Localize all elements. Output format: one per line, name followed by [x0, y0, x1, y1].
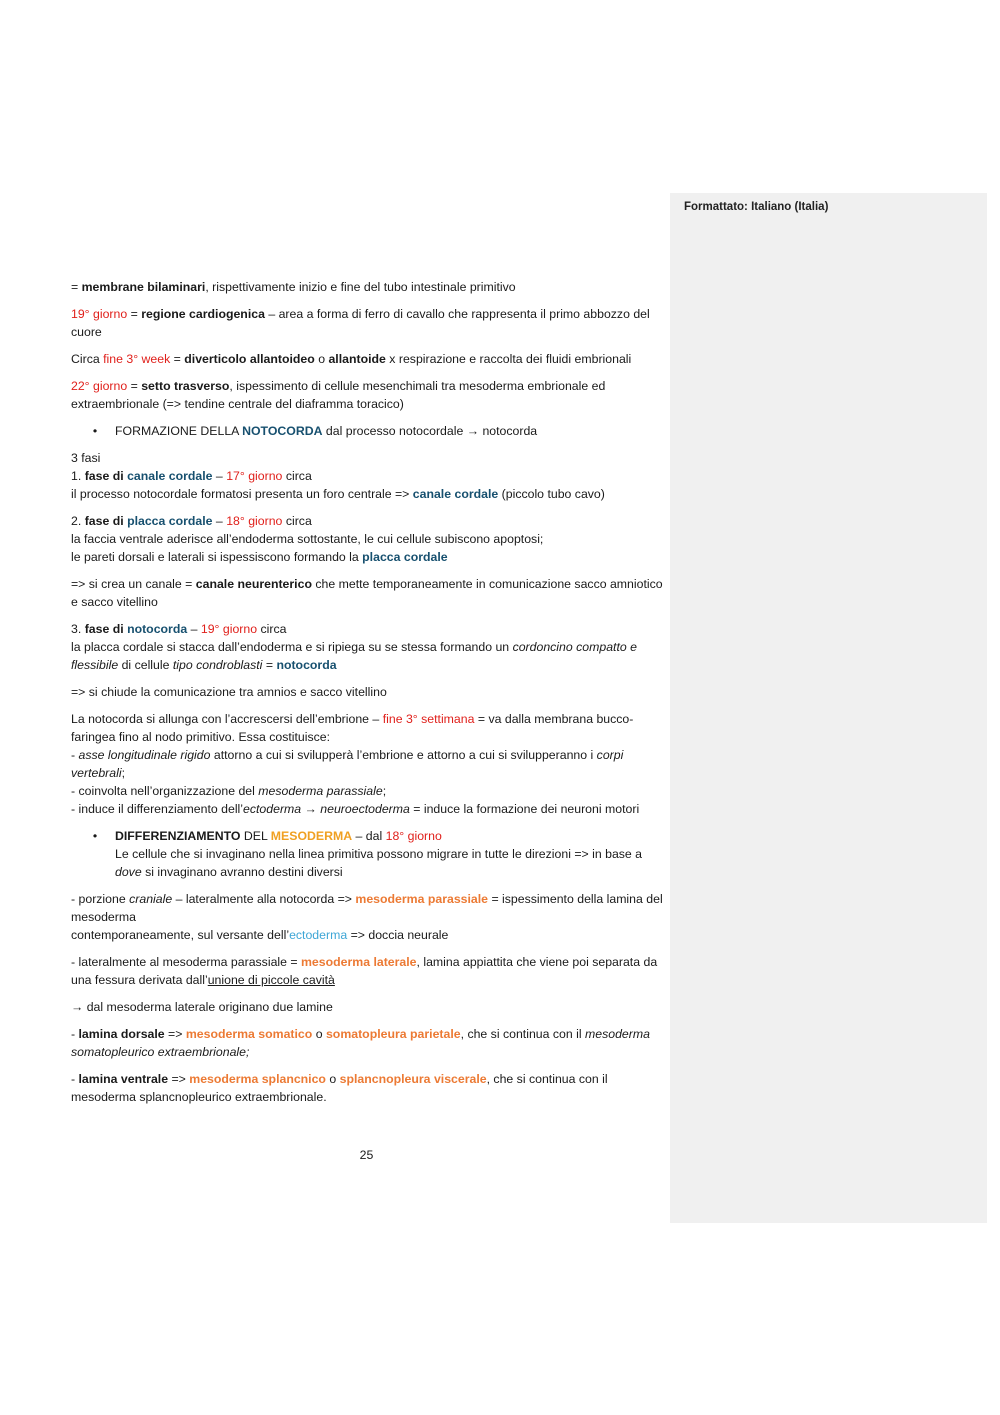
text: circa [282, 469, 312, 483]
text: contemporaneamente, sul versante dell’ [71, 928, 290, 942]
text: circa [257, 622, 287, 636]
bullet-mesoderma [71, 827, 663, 881]
text: o [314, 352, 329, 366]
term: mesoderma splancnico [189, 1072, 326, 1086]
text: dal processo notocordale [322, 424, 464, 438]
day-label: 19° giorno [71, 307, 128, 321]
underlined-text: unione di piccole cavità [207, 973, 335, 987]
term: regione cardiogenica [141, 307, 265, 321]
day-label: fine 3° settimana [382, 712, 475, 726]
text: = [127, 307, 142, 321]
text: Circa [71, 352, 104, 366]
italic-term: corpi vertebrali [71, 748, 624, 780]
term: diverticolo allantoideo [184, 352, 315, 366]
text: – [212, 514, 227, 528]
text: Le cellule che si invaginano nella linea primitiva possono migrare in tutte le direzioni => in base a [115, 847, 643, 861]
paragraph-chiusura [71, 683, 663, 701]
day-label: 17° giorno [226, 469, 283, 483]
text: = [127, 379, 142, 393]
paragraph-fase-1 [71, 449, 663, 503]
italic-term: ectoderma [243, 802, 302, 816]
text: si invaginano avranno destini diversi [141, 865, 343, 879]
bullet-notocorda [71, 422, 663, 440]
term: canale cordale [412, 487, 499, 501]
term: NOTOCORDA [242, 424, 323, 438]
paragraph-notocorda-funzioni [71, 710, 663, 818]
italic-term: tipo condroblasti [172, 658, 263, 672]
term: mesoderma somatico [185, 1027, 313, 1041]
text: (piccolo tubo cavo) [498, 487, 605, 501]
text: - induce il differenziamento dell’ [71, 802, 244, 816]
text: => [168, 1072, 190, 1086]
text: le pareti dorsali e laterali si ispessiscono formando la [71, 550, 363, 564]
text: = [170, 352, 185, 366]
text: ; [121, 766, 125, 780]
arrow-icon: → [301, 802, 321, 816]
term: notocorda [127, 622, 188, 636]
term: mesoderma laterale [301, 955, 417, 969]
text: o [312, 1027, 326, 1041]
term: canale cordale [127, 469, 213, 483]
text: FORMAZIONE DELLA [115, 424, 243, 438]
term: membrane bilaminari [81, 280, 206, 294]
text: = ispessimento della lamina del mesoderma [71, 892, 663, 924]
text: - porzione [71, 892, 130, 906]
term: somatopleura parietale [325, 1027, 461, 1041]
text: , rispettivamente inizio e fine del tubo intestinale primitivo [205, 280, 516, 294]
comment-label: Formattato: Italiano (Italia) [684, 201, 829, 213]
paragraph-setto [71, 377, 663, 413]
term: DIFFERENZIAMENTO [115, 829, 241, 843]
paragraph-parassiale [71, 890, 663, 944]
paragraph-due-lamine [71, 998, 663, 1016]
italic-term: asse longitudinale rigido [78, 748, 211, 762]
text: - [71, 748, 79, 762]
paragraph-laterale [71, 953, 663, 989]
text: , che si continua con il mesoderma splancnopleurico extraembrionale. [71, 1072, 608, 1104]
italic-term: mesoderma parassiale [258, 784, 383, 798]
term: lamina ventrale [78, 1072, 169, 1086]
term: ectoderma [289, 928, 348, 942]
bullet-dot: • [92, 829, 98, 843]
text: 1. [71, 469, 85, 483]
term: mesoderma parassiale [355, 892, 489, 906]
text: notocorda [482, 424, 538, 438]
term: lamina dorsale [78, 1027, 165, 1041]
day-label: 22° giorno [71, 379, 128, 393]
term: placca cordale [127, 514, 213, 528]
text: che mette temporaneamente in comunicazione sacco amniotico e sacco vitellino [71, 577, 663, 609]
text: x respirazione e raccolta dei fluidi embrionali [385, 352, 632, 366]
text: la placca cordale si stacca dall’endoderma e si ripiega su se stessa formando un [71, 640, 513, 654]
day-label: 18° giorno [385, 829, 442, 843]
term: setto trasverso [141, 379, 230, 393]
page-number: 25 [359, 1148, 374, 1162]
arrow-icon: → [71, 1000, 84, 1014]
term: fase di [84, 469, 128, 483]
text: 3 fasi [71, 451, 101, 465]
arrow-icon: → [463, 424, 483, 438]
text: - [71, 1027, 79, 1041]
text: di cellule [118, 658, 173, 672]
text: DEL [240, 829, 271, 843]
text: = [262, 658, 277, 672]
text: la faccia ventrale aderisce all’endoderma sottostante, le cui cellule subiscono apoptosi; [71, 532, 544, 546]
comment-pane [670, 193, 987, 1223]
paragraph-fase-3 [71, 620, 663, 674]
paragraph-membrane [71, 278, 663, 296]
italic-term: craniale [129, 892, 173, 906]
italic-term: mesoderma somatopleurico extraembrionale; [71, 1027, 650, 1059]
paragraph-allantoide [71, 350, 663, 368]
bullet-text [115, 422, 663, 440]
text: – [212, 469, 227, 483]
term: canale neurenterico [195, 577, 312, 591]
paragraph-fase-2 [71, 512, 663, 566]
text: => si crea un canale = [71, 577, 196, 591]
text: - lateralmente al mesoderma parassiale = [71, 955, 301, 969]
text: - [71, 1072, 79, 1086]
term: fase di [84, 514, 128, 528]
text: = va dalla membrana bucco-faringea fino al nodo primitivo. Essa costituisce: [71, 712, 634, 744]
italic-term: dove [115, 865, 142, 879]
text: o [325, 1072, 340, 1086]
text: - coinvolta nell’organizzazione del [71, 784, 259, 798]
text: = induce la formazione dei neuroni motori [409, 802, 640, 816]
text: , lamina appiattita che viene poi separata da una fessura derivata dall’ [71, 955, 658, 987]
italic-term: neuroectoderma [320, 802, 410, 816]
text: – [187, 622, 201, 636]
term: allantoide [328, 352, 386, 366]
text: , che si continua con il [460, 1027, 586, 1041]
text: = [71, 280, 82, 294]
text: 2. [71, 514, 85, 528]
text: circa [282, 514, 312, 528]
text: – area a forma di ferro di cavallo che rappresenta il primo abbozzo del cuore [71, 307, 650, 339]
text: – lateralmente alla notocorda => [172, 892, 356, 906]
text: il processo notocordale formatosi presenta un foro centrale => [71, 487, 413, 501]
text: => doccia neurale [347, 928, 449, 942]
term: splancnopleura viscerale [339, 1072, 487, 1086]
text: La notocorda si allunga con l’accrescersi dell’embrione – [71, 712, 383, 726]
italic-term: cordoncino compatto e flessibile [71, 640, 637, 672]
paragraph-cardiogenic [71, 305, 663, 341]
paragraph-lamina-ventrale [71, 1070, 663, 1106]
paragraph-lamina-dorsale [71, 1025, 663, 1061]
text: ; [382, 784, 387, 798]
text: => si chiude la comunicazione tra amnios e sacco vitellino [71, 685, 387, 699]
text: 3. [71, 622, 85, 636]
term: MESODERMA [270, 829, 353, 843]
term: placca cordale [362, 550, 448, 564]
day-label: 18° giorno [226, 514, 283, 528]
text: attorno a cui si svilupperà l’embrione e attorno a cui si svilupperanno i [210, 748, 597, 762]
paragraph-canale-neurenterico [71, 575, 663, 611]
document-page [71, 278, 663, 1115]
day-label: 19° giorno [200, 622, 258, 636]
text: => [164, 1027, 186, 1041]
term: fase di [84, 622, 128, 636]
bullet-text [115, 827, 663, 881]
term: notocorda [276, 658, 337, 672]
day-label: fine 3° week [103, 352, 171, 366]
text: , ispessimento di cellule mesenchimali tra mesoderma embrionale ed extraembrionale (=> tendine centrale del diaframma toracico) [71, 379, 606, 411]
text: – dal [352, 829, 386, 843]
bullet-dot: • [92, 424, 98, 438]
text: dal mesoderma laterale originano due lamine [83, 1000, 333, 1014]
